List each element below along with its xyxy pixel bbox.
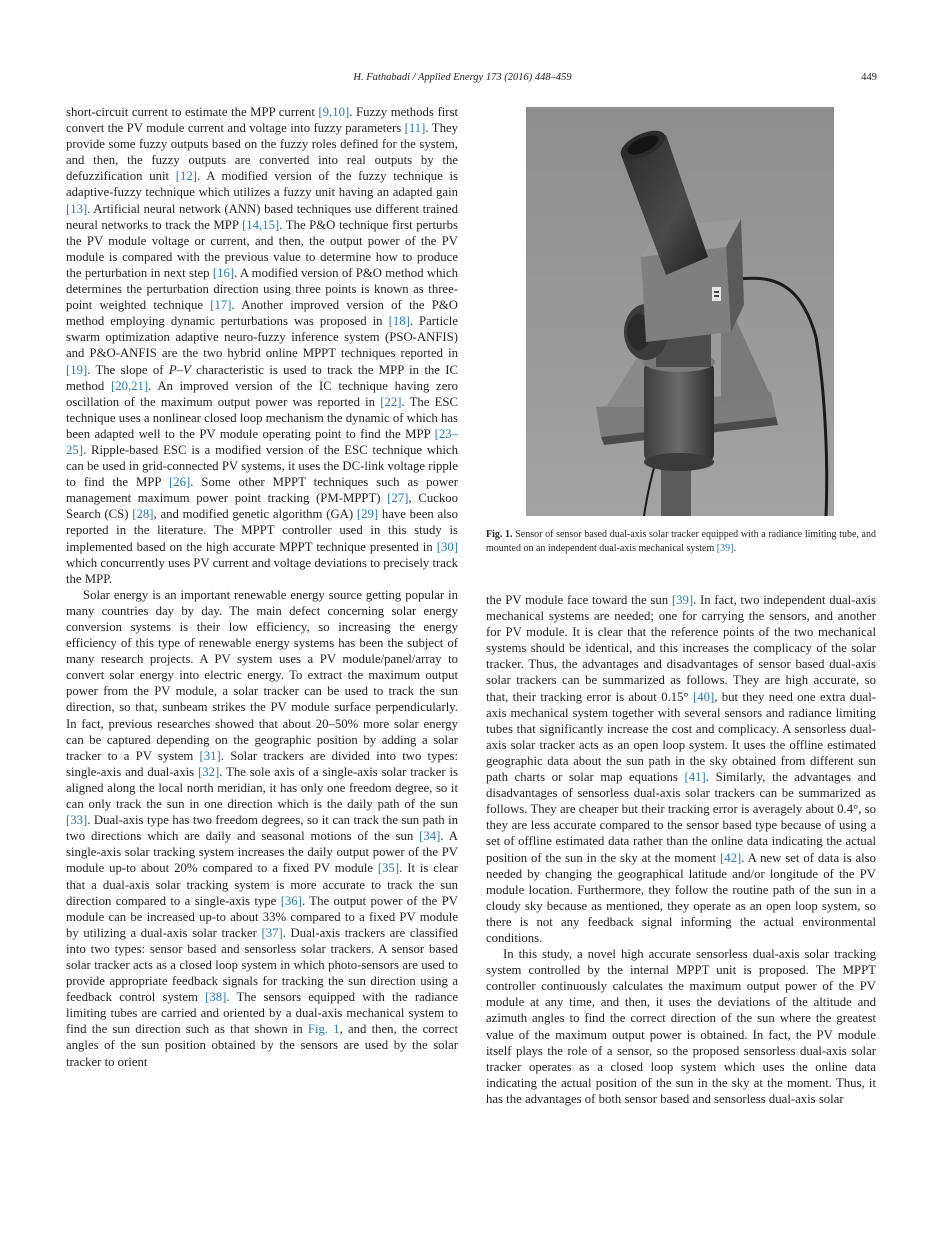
figure-1-caption: Fig. 1. Sensor of sensor based dual-axis solar tracker equipped with a radiance limiting tube, and mounted on an independent dual-axis mechanical system [39].: [486, 529, 876, 554]
citation-link[interactable]: [22]: [380, 394, 402, 409]
citation-link[interactable]: [35]: [377, 861, 400, 876]
page-header: [0, 72, 925, 88]
pv-term: P–V: [168, 362, 191, 377]
figure-1-photo: [526, 107, 834, 516]
citation-link[interactable]: [30]: [436, 539, 458, 554]
citation-link[interactable]: [37]: [261, 925, 283, 940]
citation-link[interactable]: [18]: [388, 314, 410, 329]
citation-link[interactable]: [26]: [169, 475, 191, 490]
citation-link[interactable]: [36]: [280, 893, 302, 908]
page-number: 449: [861, 72, 877, 83]
citation-link[interactable]: [9,10]: [318, 105, 350, 119]
figure-label: Fig. 1.: [486, 529, 513, 540]
paragraph: short-circuit current to estimate the MPP current [9,10]. Fuzzy methods first convert the PV module current and voltage into fuzzy parameters [11]. They provide some fuzzy outputs based on the fuzzy roles defined for the system, and then, the fuzzy outputs are converted into real outputs by the defuzzification unit [12]. A modified version of the fuzzy technique is adaptive-fuzzy technique which utilizes a fuzzy unit having an adapted gain [13]. Artificial neural network (ANN) based techniques use different trained neural networks to track the MPP [14,15]. The P&O technique first perturbs the PV module voltage or current, and then, the output power of the PV module is compared with the previous value to determine how to produce the perturbation in next step [16]. A modified version of P&O method which determines the perturbation direction using three points is known as three-point weighted technique [17]. Another improved version of the P&O method employing dynamic perturbations was proposed in [18]. Particle swarm optimization adaptive neuro-fuzzy inference system (PSO-ANFIS) and P&O-ANFIS are the two hybrid online MPPT techniques reported in [19]. The slope of P–V characteristic is used to track the MPP in the IC method [20,21]. An improved version of the IC technique having zero oscillation of the maximum output power was reported in [22]. The ESC technique uses a nonlinear closed loop mechanism the dynamic of which has been adapted well to the PV module operating point to find the MPP [23–25]. Ripple-based ESC is a modified version of the ESC technique which can be used in grid-connected PV systems, it uses the DC-link voltage ripple to find the MPP [26]. Some other MPPT techniques such as power management maximum power point tracking (PM-MPPT) [27], Cuckoo Search (CS) [28], and modified genetic algorithm (GA) [29] have been also reported in the literature. The MPPT controller used in this study is implemented based on the high accurate MPPT technique presented in [30] which concurrently uses PV current and voltage deviations to precisely track the MPP.: [66, 105, 459, 586]
citation-link[interactable]: [14,15]: [242, 217, 280, 232]
paragraph: the PV module face toward the sun [39]. In fact, two independent dual-axis mechanical systems are needed; one for carrying the sensors, and another for PV module. It is clear that the reference points of the two mechanical systems should be identical, and this increases the complicacy of the solar tracker. Thus, the advantages and disadvantages of sensor based dual-axis solar trackers can be summarized as follows. They are high accurate, so that, their tracking error is about 0.15° [40], but they need one extra dual-axis mechanical system together with several sensors and radiance limiting tubes that significantly increase the cost and complicacy. A sensorless dual-axis solar tracker acts as an open loop system. It uses the offline estimated geographic data about the sun path in the sky obtained from different sun path charts or solar map equations [41]. Similarly, the advantages and disadvantages of sensorless dual-axis solar trackers can be summarized as follows. They are cheaper but their tracking error is averagely about 0.4°, so they are less accurate compared to the sensor based type because of using a set of offline estimated data rather than the online data indicating the actual position of the sun in the sky at the moment [42]. A new set of data is also needed by changing the geographical latitude and/or longitude of the PV module location. Furthermore, they follow the routine path of the sun in a cloudy sky because as mentioned, they operate as an open loop system, so there is not any feedback signal informing the actual environmental conditions.: [486, 593, 876, 945]
solar-tracker-sensor-image: [526, 107, 834, 516]
citation-link[interactable]: [34]: [419, 829, 441, 844]
citation-link[interactable]: [31]: [199, 748, 221, 763]
figure-reference-link[interactable]: Fig. 1: [307, 1022, 340, 1037]
citation-link[interactable]: [41]: [684, 770, 706, 785]
citation-link[interactable]: [42]: [720, 850, 742, 865]
citation-link[interactable]: [13]: [66, 201, 88, 216]
citation-link[interactable]: [23–25]: [66, 426, 458, 457]
citation-link[interactable]: [27]: [387, 491, 409, 506]
paragraph: In this study, a novel high accurate sensorless dual-axis solar tracking system controlled by the internal MPPT unit is proposed. The MPPT controller continuously calculates the maximum output power of the PV module at any time, and then, it uses the deviations of the altitude and azimuth angles to find the correct direction of the sun where the greatest value of the maximum output power is obtained. In fact, the PV module itself plays the role of a sensor, so the proposed sensorless dual-axis solar tracker operates as a closed loop system which uses the online data indicating the actual position of the sun in the sky at the moment. Thus, it has the advantages of both sensor based and sensorless dual-axis solar: [486, 947, 876, 1106]
citation-link[interactable]: [19]: [66, 362, 88, 377]
citation-link[interactable]: [28]: [132, 507, 154, 522]
citation-link[interactable]: [17]: [210, 298, 232, 313]
running-head: H. Fathabadi / Applied Energy 173 (2016) 448–459: [353, 72, 572, 83]
left-column: [66, 104, 458, 1070]
citation-link[interactable]: [29]: [356, 507, 379, 522]
citation-link[interactable]: [16]: [212, 265, 235, 280]
citation-link[interactable]: [33]: [66, 813, 88, 828]
citation-link[interactable]: [40]: [692, 689, 715, 704]
citation-link[interactable]: [11]: [404, 121, 426, 136]
citation-link[interactable]: [20,21]: [110, 378, 149, 393]
citation-link[interactable]: [39]: [671, 593, 694, 607]
right-column: [486, 592, 876, 1107]
citation-link[interactable]: [39]: [716, 542, 734, 554]
paragraph: Solar energy is an important renewable energy source getting popular in many countries day by day. The main defect concerning solar energy conversion systems is their low efficiency, so increasing the energy efficiency of this type of renewable energy systems has been the subject of many research projects. A PV system uses a PV module/panel/array to convert solar energy into electric energy. To extract the maximum output power from the PV module, a solar tracker can be used to track the sun direction, so that, sunbeam strikes the PV module surface perpendicularly. In fact, previous researches showed that about 20–50% more solar energy can be captured depending on the geographic position by adding a solar tracker to a PV system [31]. Solar trackers are divided into two types: single-axis and dual-axis [32]. The sole axis of a single-axis solar tracker is aligned along the local north meridian, it has only one freedom degree, so it can only track the sun in one direction which is the daily path of the sun [33]. Dual-axis type has two freedom degrees, so it can track the sun path in two directions which are daily and seasonal motions of the sun [34]. A single-axis solar tracking system increases the daily output power of the PV module up-to about 20% compared to a fixed PV module [35]. It is clear that a dual-axis solar tracking system is more accurate to track the sun direction compared to a single-axis type [36]. The output power of the PV module can be increased up-to about 33% compared to a fixed PV module by utilizing a dual-axis solar tracker [37]. Dual-axis trackers are classified into two types: sensor based and sensorless solar trackers. A sensor based solar tracker acts as a closed loop system in which photo-sensors are used to provide appropriate feedback signals for tracking the sun direction using a feedback control system [38]. The sensors equipped with the radiance limiting tubes are carried and oriented by a dual-axis mechanical system to find the sun direction such as that shown in Fig. 1, and then, the correct angles of the sun position obtained by the sensors are used by the solar tracker to orient: [66, 587, 458, 1069]
citation-link[interactable]: [38]: [205, 990, 227, 1005]
citation-link[interactable]: [12]: [175, 169, 198, 184]
citation-link[interactable]: [32]: [197, 764, 220, 779]
